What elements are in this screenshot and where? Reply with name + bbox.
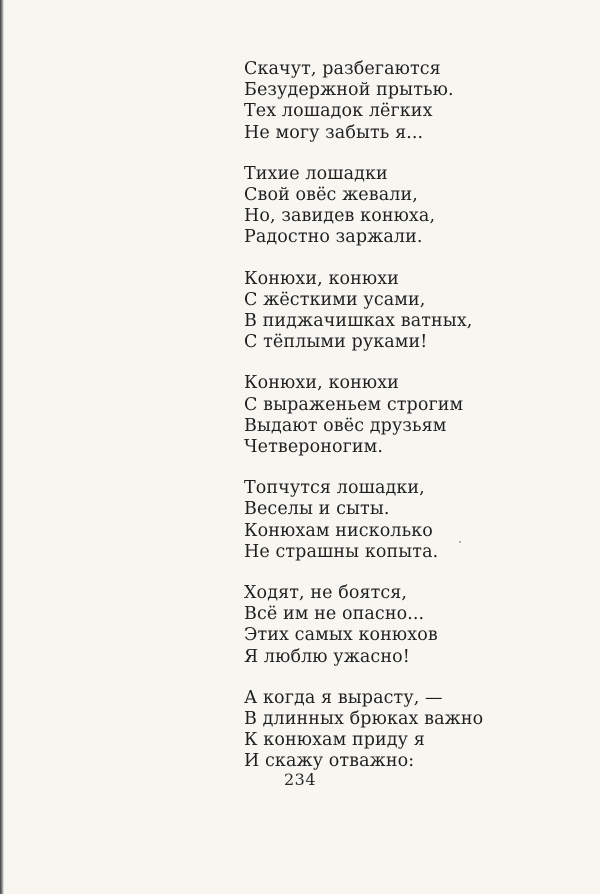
- stanza-1: [244, 59, 564, 144]
- page-edge-shadow: [0, 0, 4, 894]
- poem-line: С жёсткими усами,: [244, 289, 426, 310]
- poem-line: Не могу забыть я...: [244, 122, 424, 143]
- poem-line: Скачут, разбегаются: [244, 59, 441, 79]
- stanza-7: [244, 688, 564, 773]
- stanza-3: [244, 269, 564, 354]
- poem-line: Топчутся лошадки,: [244, 478, 425, 499]
- poem-line: С выраженьем строгим: [244, 394, 464, 415]
- paper-speck: [459, 541, 461, 543]
- poem-line: Тихие лошадки: [244, 163, 388, 184]
- stanza-5: [244, 478, 564, 563]
- page-number: 234: [283, 770, 317, 789]
- poem-body: [244, 59, 564, 793]
- poem-line: Я люблю ужасно!: [244, 646, 410, 667]
- poem-line: Всё им не опасно...: [244, 604, 425, 625]
- poem-line: К конюхам приду я: [244, 730, 425, 751]
- poem-line: Конюхи, конюхи: [244, 373, 399, 394]
- poem-line: Конюхам нисколько: [244, 520, 433, 541]
- poem-line: Конюхи, конюхи: [244, 268, 399, 289]
- poem-line: Тех лошадок лёгких: [244, 101, 433, 122]
- stanza-4: [244, 373, 564, 458]
- poem-line: С тёплыми руками!: [244, 332, 428, 353]
- poem-line: Выдают овёс друзьям: [244, 415, 447, 436]
- poem-line: В пиджачишках ватных,: [244, 311, 473, 332]
- poem-line: Но, завидев конюха,: [244, 206, 436, 227]
- poem-line: Ходят, не боятся,: [244, 583, 408, 604]
- stanza-6: [244, 583, 564, 668]
- poem-line: Радостно заржали.: [244, 227, 423, 248]
- poem-line: Свой овёс жевали,: [244, 185, 418, 206]
- poem-line: И скажу отважно:: [244, 751, 415, 772]
- poem-line: Четвероногим.: [244, 437, 384, 458]
- poem-line: Безудержной прытью.: [244, 80, 454, 101]
- poem-line: А когда я вырасту, —: [244, 687, 443, 708]
- poem-line: Этих самых конюхов: [244, 625, 438, 646]
- poem-line: Не страшны копыта.: [244, 541, 439, 562]
- stanza-2: [244, 164, 564, 249]
- poem-line: Веселы и сыты.: [244, 499, 390, 520]
- poem-line: В длинных брюках важно: [244, 709, 484, 730]
